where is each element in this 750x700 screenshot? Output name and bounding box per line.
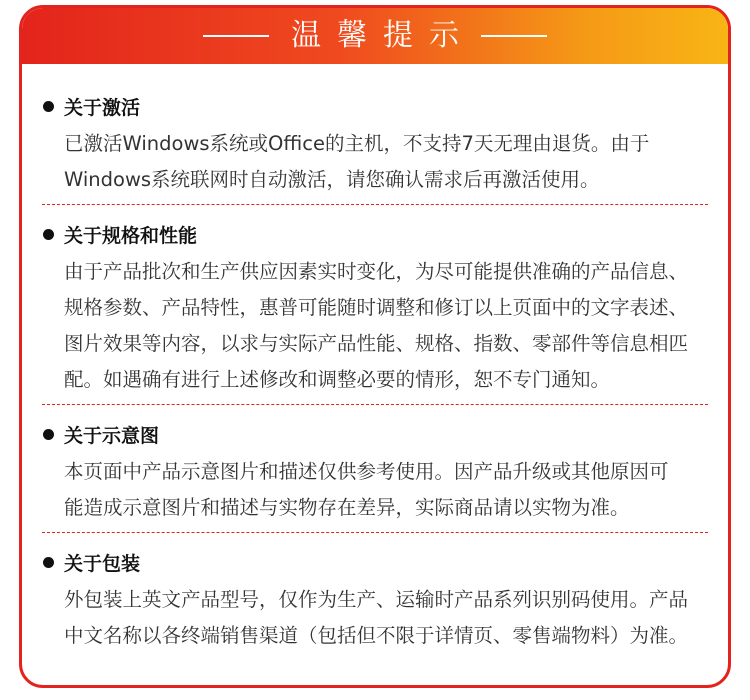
section-body (64, 126, 711, 198)
dashed-divider (42, 532, 708, 533)
section-activation (43, 92, 711, 198)
notice-card (19, 5, 731, 688)
body-line: Windows系统联网时自动激活，请您确认需求后再激活使用。 (64, 168, 600, 191)
section-title: 关于示意图 (64, 424, 160, 447)
body-line: 由于产品批次和生产供应因素实时变化，为尽可能提供准确的产品信息、 (64, 260, 689, 283)
section-heading (43, 220, 711, 248)
section-packaging (43, 548, 711, 654)
header-line-right (481, 35, 547, 37)
body-line: 规格参数、产品特性，惠普可能随时调整和修订以上页面中的文字表述、 (64, 296, 689, 319)
section-body (64, 582, 711, 654)
section-heading (43, 92, 711, 120)
section-heading (43, 420, 711, 448)
bullet-icon (43, 557, 54, 568)
body-line: 中文名称以各终端销售渠道（包括但不限于详情页、零售端物料）为准。 (64, 624, 689, 647)
bullet-icon (43, 101, 54, 112)
bullet-icon (43, 429, 54, 440)
section-illustration (43, 420, 711, 526)
body-line: 图片效果等内容，以求与实际产品性能、规格、指数、零部件等信息相匹 (64, 332, 689, 355)
section-title: 关于规格和性能 (64, 224, 198, 247)
section-specs (43, 220, 711, 398)
dashed-divider (42, 204, 708, 205)
body-line: 本页面中产品示意图片和描述仅供参考使用。因产品升级或其他原因可 (64, 460, 669, 483)
body-line: 能造成示意图片和描述与实物存在差异，实际商品请以实物为准。 (64, 496, 630, 519)
body-line: 已激活Windows系统或Office的主机，不支持7天无理由退货。由于 (64, 132, 650, 155)
header-banner (22, 8, 728, 64)
section-title: 关于包装 (64, 552, 141, 575)
body-line: 外包装上英文产品型号，仅作为生产、运输时产品系列识别码使用。产品 (64, 588, 689, 611)
section-title: 关于激活 (64, 96, 141, 119)
header-line-left (203, 35, 269, 37)
bullet-icon (43, 229, 54, 240)
page-title: 温馨提示 (291, 18, 475, 53)
dashed-divider (42, 404, 708, 405)
body-line: 配。如遇确有进行上述修改和调整必要的情形，恕不专门通知。 (64, 368, 611, 391)
section-body (64, 254, 711, 398)
section-body (64, 454, 711, 526)
section-heading (43, 548, 711, 576)
